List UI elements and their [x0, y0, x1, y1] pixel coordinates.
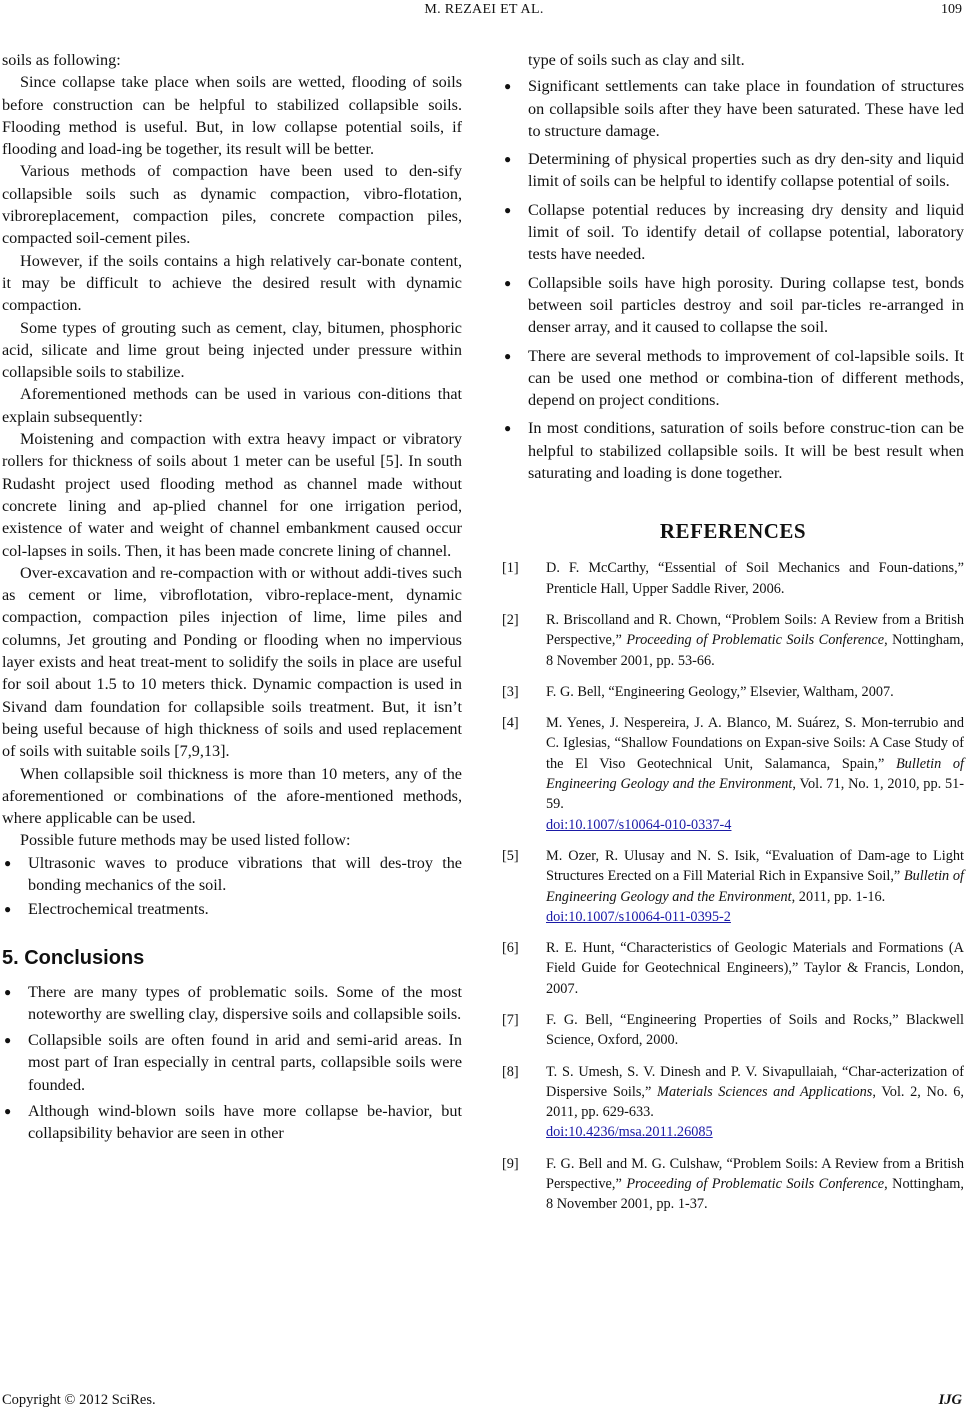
running-head: M. REZAEI ET AL.	[424, 2, 544, 17]
paragraph: Aforementioned methods can be used in various con-ditions that explain subsequently:	[2, 385, 462, 426]
list-item	[2, 1100, 462, 1145]
reference-text: T. S. Umesh, S. V. Dinesh and P. V. Sivapullaiah, “Char-acterization of Dispersive Soils,”	[546, 1063, 964, 1100]
paragraph: Moistening and compaction with extra heavy impact or vibratory rollers for thickness of soils about 1 meter can be useful [5]. In south Rudasht project used flooding method as channel made without concrete lining and ap-plied channel for one irrigation period, existence of water and weight of channel embankment caused occur col-lapses in soils. Then, it has been made concrete lining of channel.	[2, 430, 462, 560]
paragraph: When collapsible soil thickness is more than 10 meters, any of the aforementioned or combinations of the afore-mentioned methods, where applicable can be used.	[2, 764, 462, 828]
bullet-icon: ●	[4, 984, 12, 999]
list-item	[2, 1029, 462, 1096]
page-header	[0, 0, 968, 24]
list-item	[502, 75, 964, 142]
reference-number: [8]	[502, 1063, 519, 1080]
doi-link[interactable]: doi:10.1007/s10064-011-0395-2	[546, 908, 731, 925]
page-number: 109	[941, 2, 962, 17]
paragraph: Various methods of compaction have been used to den-sify collapsible soils such as dynamic compaction, vibro-flotation, vibroreplacement, compaction piles, concrete compaction piles, compacted soil-cement piles.	[2, 162, 462, 248]
reference-text: M. Ozer, R. Ulusay and N. S. Isik, “Evaluation of Dam-age to Light Structures Erected on a Fill Material Rich in Expansive Soil,”	[546, 847, 964, 885]
bullet-icon: ●	[4, 1104, 12, 1119]
list-item	[2, 852, 462, 897]
reference-source: Bulletin of Engineering Geology and the Environment	[546, 868, 964, 905]
reference-item	[502, 1062, 964, 1143]
list-item-text: Collapsible soils have high porosity. During collapse test, bonds between soil particles destroy and soil par-ticles re-arranged in denser array, and it caused to collapse the soil.	[528, 273, 964, 337]
reference-item	[502, 938, 964, 999]
list-item-text: Collapsible soils are often found in arid and semi-arid areas. In most part of Iran especially in central parts, collapsible soils were founded.	[28, 1031, 462, 1094]
bullet-icon: ●	[504, 421, 512, 436]
list-item	[502, 345, 964, 412]
reference-text: F. G. Bell, “Engineering Geology,” Elsevier, Waltham, 2007.	[546, 683, 894, 700]
bullet-icon: ●	[504, 79, 512, 94]
reference-details: , Nottingham, 8 November 2001, pp. 1-37.	[546, 1176, 964, 1213]
reference-number: [4]	[502, 715, 519, 732]
bullet-icon: ●	[4, 1033, 12, 1048]
list-item	[502, 417, 964, 484]
reference-source: Proceeding of Problematic Soils Conference	[626, 1176, 885, 1193]
conclusions-list	[2, 981, 462, 1145]
list-item-text: Collapse potential reduces by increasing dry density and liquid limit of soil. To identify detail of collapse potential, laboratory tests have needed.	[528, 200, 964, 264]
bullet-icon: ●	[504, 152, 512, 167]
copyright-notice: Copyright © 2012 SciRes.	[2, 1392, 156, 1408]
list-continuation: type of soils such as clay and silt.	[528, 51, 745, 69]
future-methods-list	[2, 852, 462, 921]
page-footer	[2, 1392, 962, 1409]
reference-details: , Nottingham, 8 November 2001, pp. 53-66.	[546, 632, 964, 669]
reference-item	[502, 610, 964, 671]
list-item-text: In most conditions, saturation of soils before construc-tion can be helpful to stabilized collapsible soils. It will be best result when saturating and loading is done together.	[528, 419, 964, 483]
reference-text: R. E. Hunt, “Characteristics of Geologic Materials and Formations (A Field Guide for Geotechnical Engineers),” Taylor & Francis, London, 2007.	[546, 940, 964, 997]
doi-link[interactable]: doi:10.1007/s10064-010-0337-4	[546, 816, 732, 833]
reference-details: , 2011, pp. 1-16.	[791, 888, 886, 905]
reference-text: R. Briscolland and R. Chown, “Problem Soils: A Review from a British Perspective,”	[546, 611, 964, 649]
list-item-text: Ultrasonic waves to produce vibrations that will des-troy the bonding mechanics of the soil.	[28, 853, 462, 894]
list-item-text: Determining of physical properties such as dry den-sity and liquid limit of soils can be helpful to identify collapse potential of soils.	[528, 150, 964, 191]
reference-number: [7]	[502, 1011, 519, 1028]
bullet-icon: ●	[4, 902, 12, 917]
bullet-icon: ●	[504, 202, 512, 217]
reference-item	[502, 1010, 964, 1051]
reference-item	[502, 1154, 964, 1215]
doi-link[interactable]: doi:10.4236/msa.2011.26085	[546, 1124, 713, 1141]
reference-text: M. Yenes, J. Nespereira, J. A. Blanco, M. Suárez, S. Mon-terrubio and C. Iglesias, “Shallow Foundations on Expan-sive Soils: A Case Study of the El Viso Geotechnical Unit, Salamanca, Spain,”	[546, 715, 964, 772]
list-item-text: Significant settlements can take place in foundation of structures on collapsible soils after they have been saturated. These have led to structure damage.	[528, 77, 964, 140]
list-item	[502, 199, 964, 266]
bullet-icon: ●	[504, 348, 512, 363]
reference-number: [2]	[502, 611, 519, 628]
references-list	[502, 558, 964, 1214]
reference-item	[502, 846, 964, 927]
paragraph: Some types of grouting such as cement, clay, bitumen, phosphoric acid, silicate and lime grout being injected under pressure within collapsible soils to stabilize.	[2, 318, 462, 382]
reference-item	[502, 558, 964, 599]
reference-number: [3]	[502, 683, 519, 700]
reference-number: [6]	[502, 940, 519, 957]
bullet-icon: ●	[4, 855, 12, 870]
list-item-text: Although wind-blown soils have more collapse be-havior, but collapsibility behavior are seen in other	[28, 1102, 462, 1143]
reference-details: , Vol. 71, No. 1, 2010, pp. 51-59.	[546, 776, 964, 813]
paragraph: Possible future methods may be used listed follow:	[20, 831, 351, 850]
list-item-text: Electrochemical treatments.	[28, 900, 209, 919]
reference-source: Materials Sciences and Applications	[657, 1083, 873, 1100]
list-item	[502, 272, 964, 339]
references-heading: REFERENCES	[659, 519, 807, 544]
reference-number: [1]	[502, 560, 519, 577]
bullet-icon: ●	[504, 275, 512, 290]
list-item-text: There are several methods to improvement of col-lapsible soils. It can be used one method or combina-tion of different methods, depend on project conditions.	[528, 346, 964, 410]
reference-details: , Vol. 2, No. 6, 2011, pp. 629-633.	[546, 1083, 964, 1121]
reference-item	[502, 713, 964, 835]
reference-text: F. G. Bell, “Engineering Properties of Soils and Rocks,” Blackwell Science, Oxford, 2000.	[546, 1011, 964, 1049]
list-item	[2, 898, 462, 920]
left-column	[2, 49, 462, 1149]
reference-source: Bulletin of Engineering Geology and the Environment	[546, 755, 964, 793]
paragraph: Over-excavation and re-compaction with or without addi-tives such as cement or lime, vibroflotation, vibro-replace-ment, dynamic compaction, compaction piles injection of lime, lime piles and columns, Jet grouting and Ponding or flooding when no impervious layer exists and heat treat-ment to solidify the soils in place are useful for soil about 1.5 to 10 meters thick. Dynamic compaction is used in Sivand dam foundation for collapsible soils treatment. But, it isn’t being useful because of high thickness of soils and used replacement of soils with suitable soils [7,9,13].	[2, 563, 462, 761]
list-item	[502, 148, 964, 193]
right-column	[502, 49, 964, 1226]
paragraph: Since collapse take place when soils are wetted, flooding of soils before construction can be helpful to stabilized collapsible soils. Flooding method is useful. But, in low collapse potential soils, if flooding and load-ing be together, its result will be better.	[2, 73, 462, 159]
reference-text: D. F. McCarthy, “Essential of Soil Mechanics and Foun-dations,” Prenticle Hall, Upper Saddle River, 2006.	[546, 560, 964, 597]
reference-text: F. G. Bell and M. G. Culshaw, “Problem Soils: A Review from a British Perspective,”	[546, 1155, 964, 1193]
list-item	[2, 981, 462, 1026]
paragraph: However, if the soils contains a high relatively car-bonate content, it may be difficult to achieve the desired result with dynamic compaction.	[2, 251, 462, 315]
reference-source: Proceeding of Problematic Soils Conference	[626, 632, 885, 649]
conclusions-list-continued	[502, 75, 964, 484]
conclusions-heading: 5. Conclusions	[2, 946, 145, 969]
reference-number: [5]	[502, 847, 519, 864]
list-item-text: There are many types of problematic soils. Some of the most noteworthy are swelling clay, dispersive soils and collapsible soils.	[28, 982, 462, 1023]
journal-abbreviation: IJG	[938, 1392, 962, 1408]
paragraph: soils as following:	[2, 51, 121, 69]
reference-item	[502, 682, 964, 702]
reference-number: [9]	[502, 1155, 519, 1172]
